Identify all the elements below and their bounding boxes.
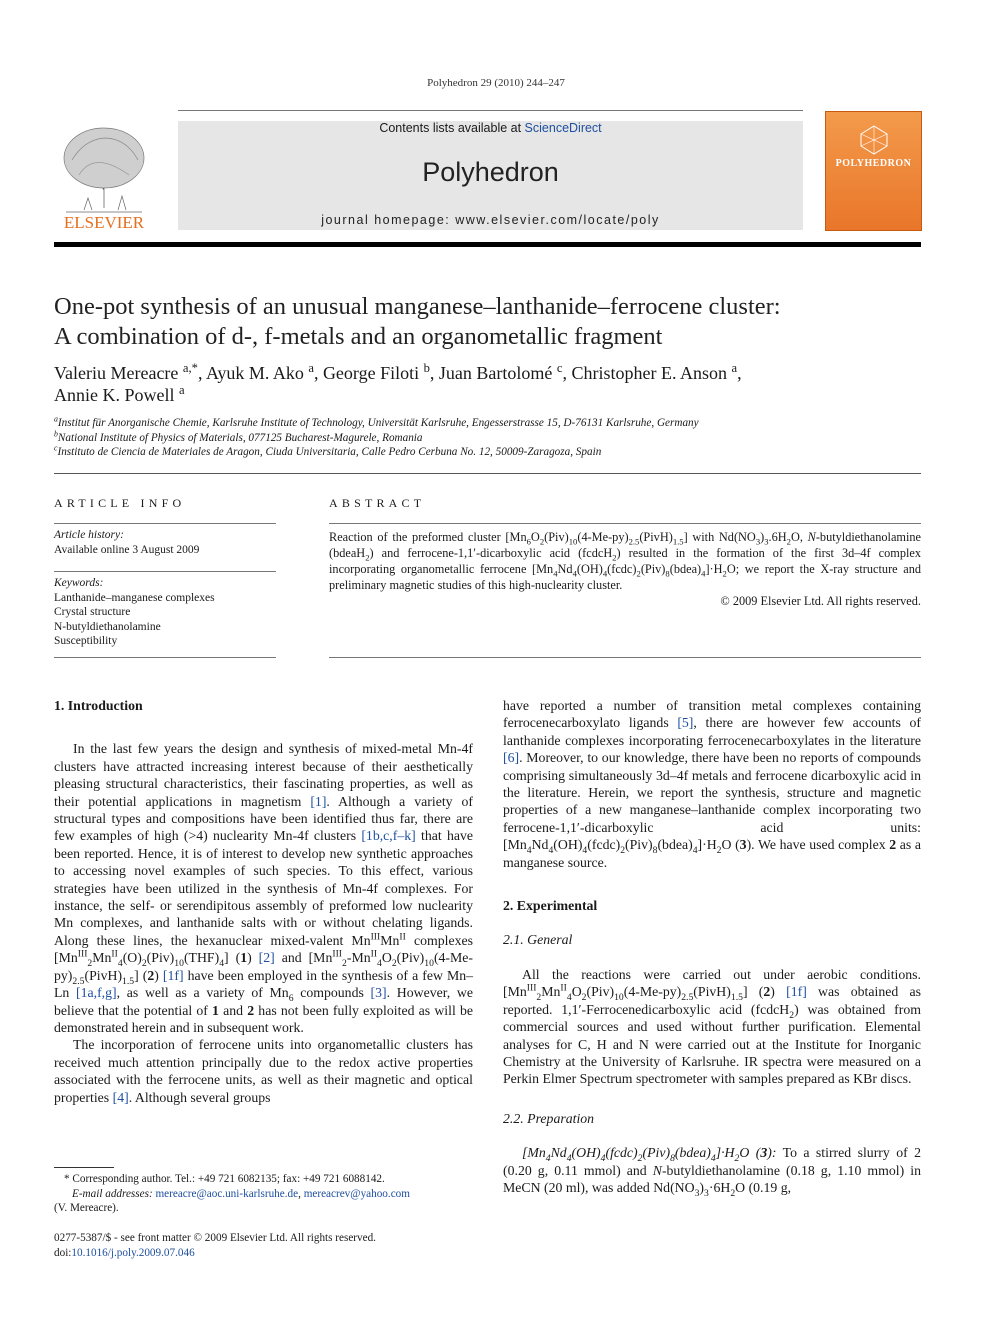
citation-link[interactable]: [1f] <box>162 967 184 983</box>
article-title: One-pot synthesis of an unusual manganese–lanthanide–ferrocene cluster: A combination of d-, f-metals and an organometallic fragment <box>54 293 781 350</box>
section-heading: 2. Experimental <box>503 898 598 914</box>
body-column-left: 1. Introduction In the last few years the design and synthesis of mixed-metal Mn-4f clusters have attracted increasing interest because of their aesthetically pleasing structural characteristics, their fascinating properties, as well as their potential applications in magnetism [1]. Although a variety of structural types and compositions have been identified thus far, there are few examples of high (>4) nuclearity Mn-4f clusters [1b,c,f–k] that have been reported. Hence, it is of interest to develop new synthetic approaches to accessing novel examples of such species. To this effect, various strategies have been utilized in the synthesis of Mn-4f complexes. For instance, the self- or serendipitous assembly of preformed low nuclearity Mn complexes, and lanthanide salts with or without chelating ligands. Along these lines, the hexanuclear mixed-valent $Mn^{III}Mn^{II}$ complexes $[Mn^{III}_2Mn^{II}_4(O)_2(Piv)_{10}(THF)_4]$ (1) [2] and $[Mn^{III}_2-Mn^{II}_4O_2(Piv)_{10}(4-Me-py)_{2.5}(PivH)_{1.5}]$ (2) [1f] have been employed in the synthesis of a few Mn–Ln [1a,f,g], as well as a variety of $Mn_6$ compounds [3]. However, we believe that the potential of 1 and 2 has not been fully exploited as will be demonstrated herein and in subsequent work. The incorporation of ferrocene units into organometallic clusters has received much attention principally due to the redox active properties associated with the ferrocene units, as well as their magnetic and optical properties [4]. Although several groups <box>54 698 474 1105</box>
copyright: © 2009 Elsevier Ltd. All rights reserved. <box>720 594 921 608</box>
keyword: N-butyldiethanolamine <box>54 620 161 633</box>
author-list: Valeriu Mereacre $^{a,*}$, Ayuk M. Ako $^a$, George Filoti $^b$, Juan Bartolomé $^c$, Christopher E. Anson $^a$, Annie K. Powell $^a$ <box>54 361 742 405</box>
page-footer: 0277-5387/$ - see front matter © 2009 Elsevier Ltd. All rights reserved. doi:10.1016/j.poly.2009.07.046 <box>54 1232 376 1259</box>
email-link[interactable]: mereacrev@yahoo.com <box>303 1187 410 1200</box>
elsevier-logo <box>54 120 154 232</box>
elsevier-wordmark: ELSEVIER <box>63 213 145 232</box>
journal-homepage-link[interactable]: journal homepage: www.elsevier.com/locate/poly <box>321 213 660 227</box>
citation-link[interactable]: [2] <box>258 950 275 966</box>
affiliation: $^c$Instituto de Ciencia de Materiales de Aragon, Ciuda Universitaria, Calle Pedro Cerbuna No. 12, 50009-Zaragoza, Spain <box>54 443 602 458</box>
citation-link[interactable]: [4] <box>112 1089 129 1105</box>
author: George Filoti <box>322 363 420 383</box>
author: Ayuk M. Ako <box>205 363 304 383</box>
citation-link[interactable]: [1a,f,g] <box>76 985 117 1001</box>
affiliations <box>54 416 914 460</box>
subsection-heading: 2.2. Preparation <box>503 1110 595 1126</box>
citation-link[interactable]: [3] <box>370 985 387 1001</box>
section-heading: 1. Introduction <box>54 698 143 713</box>
citation-link[interactable]: [6] <box>503 750 520 766</box>
abstract-heading: ABSTRACT <box>329 496 426 510</box>
contents-line: Contents lists available at ScienceDirect <box>379 121 602 135</box>
journal-name: Polyhedron <box>422 157 559 187</box>
divider <box>54 657 276 658</box>
footnote: * Corresponding author. Tel.: +49 721 6082135; fax: +49 721 6088142. E-mail addresses: mereacre@aoc.uni-karlsruhe.de, mereacrev@yahoo.com (V. Mereacre). <box>54 1173 410 1214</box>
citation-link[interactable]: [1b,c,f–k] <box>361 828 416 844</box>
email-link[interactable]: mereacre@aoc.uni-karlsruhe.de <box>155 1187 299 1200</box>
header-top-rule <box>178 110 803 111</box>
author: Juan Bartolomé <box>438 363 553 383</box>
polyhedron-cover-icon <box>858 124 890 156</box>
subsection-heading: 2.1. General <box>503 932 573 948</box>
journal-citation: Polyhedron 29 (2010) 244–247 <box>427 77 565 89</box>
doi-link[interactable]: 10.1016/j.poly.2009.07.046 <box>71 1246 195 1259</box>
divider <box>54 571 276 572</box>
journal-banner <box>178 121 803 230</box>
author: Valeriu Mereacre <box>54 363 179 383</box>
article-history: Article history: Available online 3 August 2009 <box>54 529 200 556</box>
article-info-heading: ARTICLE INFO <box>54 496 186 510</box>
keyword: Susceptibility <box>54 635 118 647</box>
elsevier-tree-icon <box>54 120 154 232</box>
citation-link[interactable]: [1] <box>310 793 327 809</box>
cover-title: POLYHEDRON <box>835 158 912 169</box>
footnote-rule <box>54 1167 114 1168</box>
affiliation: $^a$Institut für Anorganische Chemie, Karlsruhe Institute of Technology, Universität Karlsruhe, Engesserstrasse 15, D-76131 Karlsruhe, Germany <box>54 414 699 429</box>
keyword: Crystal structure <box>54 606 131 618</box>
citation-link[interactable]: [5] <box>677 715 694 731</box>
divider <box>329 523 921 524</box>
divider <box>329 657 921 658</box>
keyword: Lanthanide–manganese complexes <box>54 591 215 604</box>
body-column-right: have reported a number of transition metal complexes containing ferrocenecarboxylato ligands [5], there are however few accounts of lanthanide complexes incorporating ferrocenecarboxylates in the literature [6]. Moreover, to our knowledge, there have been no reports of compounds comprising simultaneously 3d–4f metals and ferrocene dicarboxylic acid in the literature. Herein, we report the synthesis, structure and magnetic properties of a new manganese–lanthanide complex incorporating two ferrocene-1,1′-dicarboxylic acid units: $[Mn_4Nd_4(OH)_4(fcdc)_2(Piv)_8(bdea)_4]\cdot H_2O$ (3). We have used complex 2 as a manganese source. 2. Experimental 2.1. General All the reactions were carried out under aerobic conditions. $[Mn^{III}_2Mn^{II}_4O_2(Piv)_{10}(4-Me-py)_{2.5}(PivH)_{1.5}]$ (2) [1f] was obtained as reported. 1,1′-Ferrocenedicarboxylic acid (fcdcH$_2$) was obtained from commercial sources and used without further purification. Elemental analyses for C, H and N were carried out at the Institute for Inorganic Chemistry at the University of Karlsruhe. IR spectra were measured on a Perkin Elmer Spectrum spectrometer with samples prepared as KBr discs. 2.2. Preparation $[Mn_4Nd_4(OH)_4(fcdc)_2(Piv)_8(bdea)_4]\cdot H_2O$ (3): To a stirred slurry of 2 (0.20 g, 0.11 mmol) and N-butyldiethanolamine (0.18 g, 1.10 mmol) in MeCN (20 ml), was added $Nd(NO_3)_3\cdot 6H_2O$ (0.19 g, <box>503 698 921 1199</box>
citation-link[interactable]: [1f] <box>786 984 807 1000</box>
affiliation: $^b$National Institute of Physics of Materials, 077125 Bucharest-Magurele, Romania <box>54 428 423 444</box>
divider <box>54 523 276 524</box>
keywords: Keywords: Lanthanide–manganese complexes Crystal structure N-butyldiethanolamine Susceptibility <box>54 576 276 649</box>
section-rule <box>54 473 921 474</box>
sciencedirect-link[interactable]: ScienceDirect <box>524 121 602 135</box>
header-thick-rule <box>54 242 921 247</box>
author: Christopher E. Anson <box>571 363 727 383</box>
journal-cover <box>825 111 922 231</box>
author: Annie K. Powell <box>54 385 175 405</box>
abstract-text: Reaction of the preformed cluster $[Mn_6O_2(Piv)_{10}(4-Me-py)_{2.5}(PivH)_{1.5}]$ with $Nd(NO_3)_3.6H_2O$, N-butyldiethanolamine (bdeaH$_2$) and ferrocene-1,1′-dicarboxylic acid (fcdcH$_2$) resulted in the formation of the first 3d–4f complex incorporating organometallic ferrocene $[Mn_4Nd_4(OH)_4(fcdc)_2(Piv)_8(bdea)_4]\cdot H_2O$; we report the X-ray structure and preliminary magnetic studies of this high-nuclearity cluster. © 2009 Elsevier Ltd. All rights reserved. <box>329 530 922 608</box>
